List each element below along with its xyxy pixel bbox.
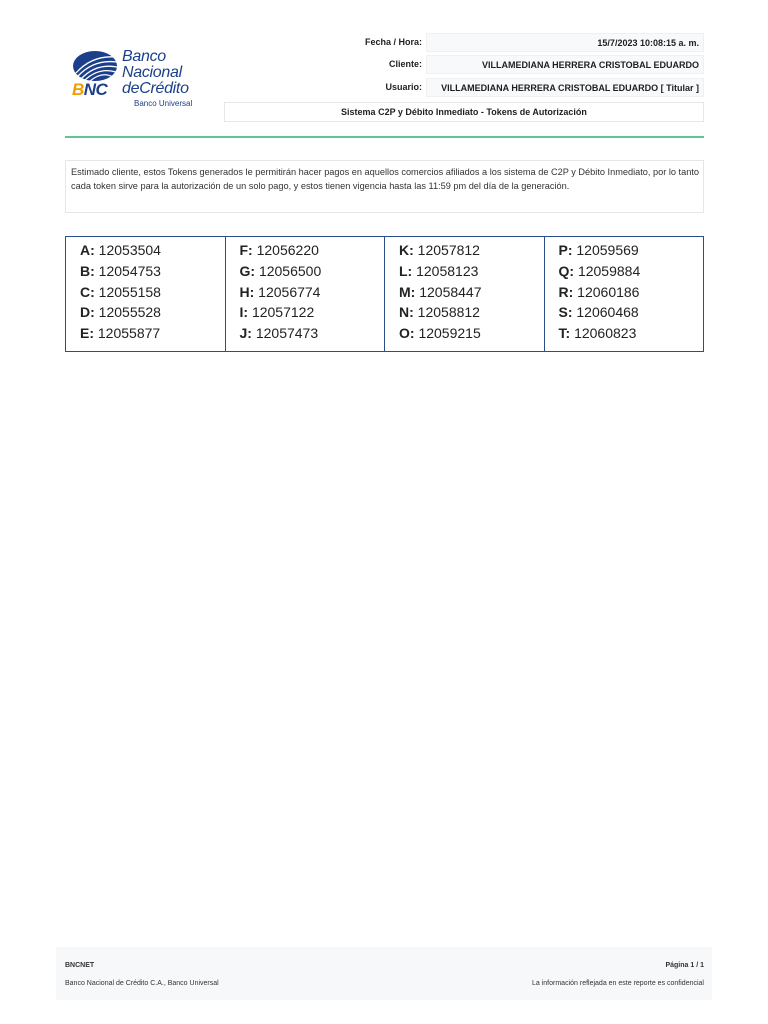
token-item: [399, 302, 544, 323]
token-item: [80, 282, 225, 303]
token-item: [240, 302, 385, 323]
fecha-value: 15/7/2023 10:08:15 a. m.: [426, 33, 704, 52]
token-letter: Q:: [558, 262, 575, 279]
token-item: [399, 282, 544, 303]
token-code: 12060823: [574, 325, 637, 342]
logo-subtitle: Banco Universal: [134, 99, 193, 108]
footer-page-number: Página 1 / 1: [665, 962, 704, 969]
fecha-row-label: [224, 33, 422, 52]
token-item: [399, 261, 544, 282]
token-letter: I:: [239, 304, 249, 321]
token-code: 12055877: [97, 325, 161, 342]
token-code: 12057122: [251, 304, 315, 321]
token-code: 12060186: [577, 283, 640, 300]
token-item: [399, 240, 544, 261]
token-code: 12059884: [577, 262, 641, 279]
footer-company: Banco Nacional de Crédito C.A., Banco Universal: [65, 980, 219, 987]
token-code: 12057473: [255, 325, 319, 342]
logo-text-banco: Banco: [122, 48, 166, 65]
token-letter: O:: [399, 325, 415, 342]
token-item: [80, 240, 225, 261]
token-code: 12058447: [419, 283, 482, 300]
token-letter: G:: [239, 262, 256, 279]
logo-bnc-nc: NC: [83, 80, 108, 99]
token-code: 12053504: [98, 242, 161, 258]
token-item: [80, 261, 225, 282]
token-code: 12059215: [418, 325, 481, 342]
usuario-value: VILLAMEDIANA HERRERA CRISTOBAL EDUARDO [ Titular ]: [426, 78, 704, 97]
token-letter: R:: [558, 283, 574, 300]
token-item: [559, 282, 704, 303]
token-code: 12056500: [258, 262, 322, 279]
footer-confidential: La información reflejada en este reporte es confidencial: [532, 980, 704, 987]
token-code: 12059569: [576, 242, 639, 258]
token-column: [545, 237, 704, 351]
token-letter: H:: [239, 283, 255, 300]
logo-text-nacional: Nacional: [122, 64, 182, 81]
token-code: 12056774: [258, 283, 321, 300]
token-code: 12058812: [417, 304, 480, 321]
token-item: [559, 323, 704, 344]
token-item: [559, 240, 704, 261]
token-item: [80, 302, 225, 323]
token-item: [240, 261, 385, 282]
logo-text-decredito: deCrédito: [122, 80, 189, 97]
token-letter: N:: [399, 304, 414, 321]
token-letter: L:: [399, 262, 413, 279]
token-item: [240, 282, 385, 303]
system-title: Sistema C2P y Débito Inmediato - Tokens de Autorización: [224, 102, 704, 122]
token-code: 12055528: [98, 304, 161, 321]
notice-text: Estimado cliente, estos Tokens generados le permitirán hacer pagos en aquellos comercios afiliados a los sistema de C2P y Débito Inmediato, por lo tanto cada token sirve para la autorización de un solo pago, y estos tienen vigencia hasta las 11:59 pm del día de la generación.: [65, 160, 704, 213]
token-letter: C:: [80, 283, 95, 300]
token-code: 12056220: [256, 242, 319, 258]
usuario-row-label: [224, 78, 422, 97]
token-code: 12060468: [576, 304, 639, 321]
bank-logo: [72, 47, 202, 111]
token-item: [559, 302, 704, 323]
token-letter: J:: [239, 325, 252, 342]
token-letter: T:: [558, 325, 571, 342]
token-letter: S:: [558, 304, 573, 321]
token-item: [240, 240, 385, 261]
usuario-label: Usuario:: [385, 82, 422, 92]
cliente-row-label: [224, 55, 422, 74]
page-footer: [56, 947, 712, 1000]
token-grid: [65, 236, 704, 352]
token-column: [385, 237, 545, 351]
footer-app-name: BNCNET: [65, 962, 95, 969]
fecha-label: Fecha / Hora:: [364, 37, 422, 47]
token-letter: P:: [558, 242, 573, 258]
token-letter: A:: [80, 242, 95, 258]
token-item: [80, 323, 225, 344]
token-code: 12055158: [98, 283, 161, 300]
token-code: 12058123: [416, 262, 479, 279]
token-letter: E:: [80, 325, 94, 342]
token-code: 12054753: [98, 262, 161, 279]
token-letter: D:: [80, 304, 95, 321]
token-letter: M:: [399, 283, 416, 300]
header-divider: [65, 136, 704, 138]
logo-bnc-mark: [72, 80, 107, 100]
token-column: [226, 237, 386, 351]
logo-bnc-b: B: [72, 80, 84, 99]
token-letter: K:: [399, 242, 414, 258]
token-column: [66, 237, 226, 351]
token-letter: B:: [80, 262, 95, 279]
token-item: [399, 323, 544, 344]
token-letter: F:: [239, 242, 253, 258]
token-item: [559, 261, 704, 282]
cliente-label: Cliente:: [388, 59, 422, 69]
cliente-value: VILLAMEDIANA HERRERA CRISTOBAL EDUARDO: [426, 55, 704, 74]
token-item: [240, 323, 385, 344]
token-code: 12057812: [417, 242, 480, 258]
